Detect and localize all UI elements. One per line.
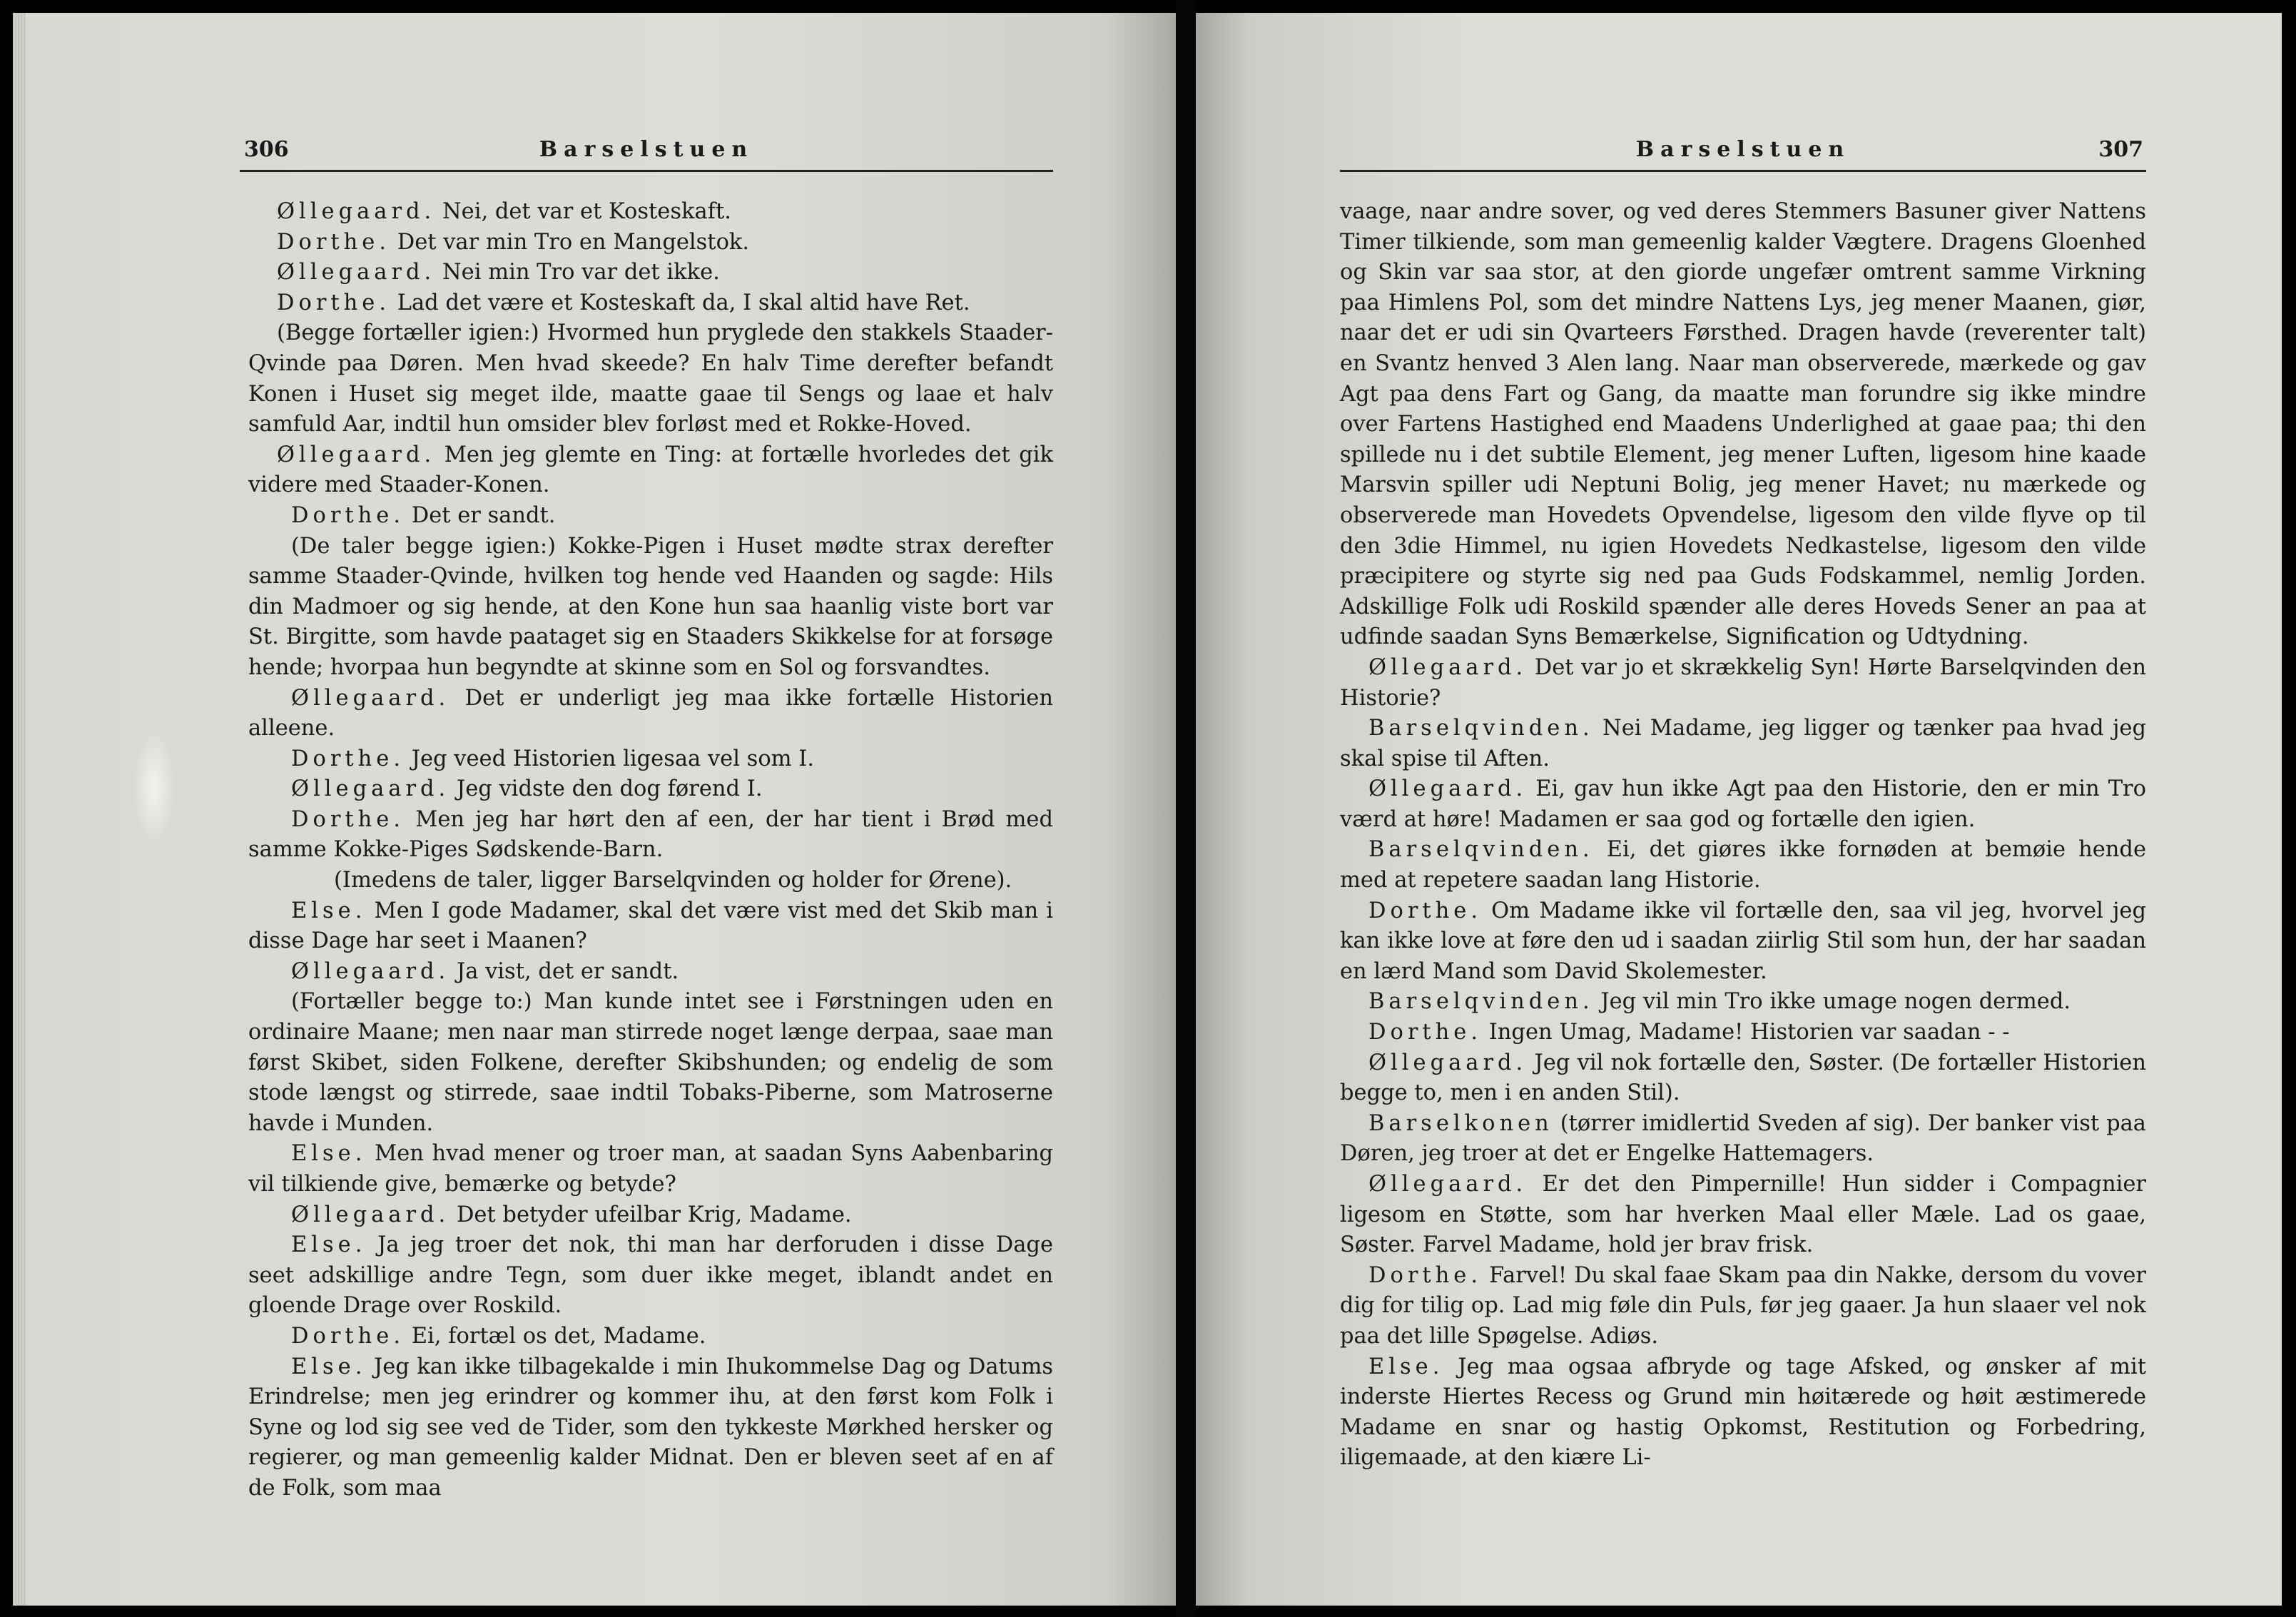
speaker-name: Øllegaard.	[291, 776, 450, 802]
speaker-name: Øllegaard.	[291, 685, 450, 711]
paragraph-text: Det er sandt.	[405, 502, 556, 528]
paragraph-text: Jeg veed Historien ligesaa vel som I.	[405, 746, 815, 771]
right-page-text	[1340, 197, 2146, 1474]
paragraph-text: Nei, det var et Kosteskaft.	[435, 199, 731, 224]
paragraph	[248, 318, 1053, 440]
paragraph-text: Er det den Pimpernille! Hun sidder i Compagnier ligesom en Støtte, som har hverken Maal eller Mæle. Lad os gaae, Søster. Farvel Madame, hold jer brav frisk.	[1340, 1172, 2146, 1258]
paragraph-text: Jeg vil nok fortælle den, Søster. (De fortæller Historien begge to, men i en anden Stil).	[1340, 1050, 2146, 1106]
paragraph-text: vaage, naar andre sover, og ved deres Stemmers Basuner giver Nattens Timer tilkiende, som man gemeenlig kalder Vægtere. Dragens Gloenhed og Skin var saa stor, at den giorde ungefær omtrent samme Virkning paa Himlens Pol, som det mindre Nattens Lys, jeg mener Maanen, giør, naar det er udi sin Qvarteers Førsthed. Dragen havde (reverenter talt) en Svantz henved 3 Alen lang. Naar man observerede, mærkede og gav Agt paa dens Fart og Gang, da maatte man forundre sig ikke mindre over Fartens Hastighed end Maadens Underlighed at gaae paa; thi den spillede nu i det subtile Element, jeg mener Luften, ligesom hine kaade Marsvin spiller udi Neptuni Bolig, jeg mener Havet; nu mærkede og observerede man Hovedets Opvendelse, ligesom den vilde flyve op til den 3die Himmel, nu igien Hovedets Nedkastelse, ligesom den vilde præcipitere og styrte sig ned paa Guds Fodskammel, nemlig Jorden. Adskillige Folk udi Roskild spænder alle deres Hoveds Sener an paa at udfinde saadan Syns Bemærkelse, Signification og Udtydning.	[1340, 199, 2146, 650]
paragraph	[248, 1352, 1053, 1504]
page-number: 307	[2098, 137, 2143, 162]
speaker-name: Dorthe.	[291, 502, 405, 528]
speaker-name: Øllegaard.	[277, 199, 436, 224]
paragraph	[248, 987, 1053, 1139]
paragraph	[1340, 1048, 2146, 1109]
page-edge-stack	[13, 13, 26, 1606]
speaker-name: Barselqvinden.	[1368, 716, 1594, 741]
speaker-name: Else.	[291, 1141, 367, 1167]
paragraph-text: Farvel! Du skal faae Skam paa din Nakke, dersom du vover dig for tilig op. Lad mig føle din Puls, før jeg gaaer. Ja hun slaaer vel nok paa det lille Spøgelse. Adiøs.	[1340, 1262, 2146, 1349]
speaker-name: Øllegaard.	[291, 958, 450, 984]
left-page	[13, 13, 1176, 1606]
speaker-name: Øllegaard.	[1368, 776, 1528, 802]
paragraph	[248, 532, 1053, 684]
paragraph-text: Men hvad mener og troer man, at saadan Syns Aabenbaring vil tilkiende give, bemærke og betyde?	[248, 1141, 1053, 1197]
paragraph	[248, 957, 1053, 988]
speaker-name: Barselqvinden.	[1368, 837, 1594, 863]
paragraph	[1340, 1109, 2146, 1170]
speaker-name: Dorthe.	[277, 229, 391, 255]
right-page	[1196, 13, 2282, 1606]
paragraph	[248, 228, 1053, 258]
paragraph	[248, 288, 1053, 319]
paragraph	[248, 774, 1053, 805]
paragraph	[248, 258, 1053, 288]
paragraph-text: Ingen Umag, Madame! Historien var saadan - -	[1482, 1020, 2010, 1045]
paragraph	[1340, 1018, 2146, 1048]
paragraph	[248, 1139, 1053, 1200]
speaker-name: Dorthe.	[1368, 1020, 1483, 1045]
left-page-text	[248, 197, 1053, 1504]
paragraph	[248, 744, 1053, 775]
speaker-name: Øllegaard.	[1368, 654, 1528, 680]
paragraph-text: Lad det være et Kosteskaft da, I skal altid have Ret.	[390, 290, 970, 315]
paragraph	[248, 197, 1053, 228]
speaker-name: Barselqvinden.	[1368, 989, 1594, 1015]
paragraph-text: Om Madame ikke vil fortælle den, saa vil jeg, hvorvel jeg kan ikke love at føre den ud i saadan ziirlig Stil som hun, der har saadan en lærd Mand som David Skolemester.	[1340, 898, 2146, 984]
paragraph	[248, 684, 1053, 744]
page-number: 306	[244, 137, 289, 162]
paragraph-text: Jeg kan ikke tilbagekalde i min Ihukommelse Dag og Datums Erindrelse; men jeg erindrer og kommer ihu, at den først kom Folk i Syne og lod sig see ved de Tider, som den tykkeste Mørkhed hersker og regierer, og man gemeenlig kalder Midnat. Den er bleven seet af en af de Folk, som maa	[248, 1354, 1053, 1501]
paragraph-text: Det betyder ufeilbar Krig, Madame.	[449, 1202, 852, 1227]
speaker-name: Dorthe.	[291, 806, 405, 832]
speaker-name: Dorthe.	[277, 290, 391, 315]
speaker-name: Dorthe.	[291, 746, 405, 771]
paragraph-text: Men jeg har hørt den af een, der har tient i Brød med samme Kokke-Piges Sødskende-Barn.	[248, 806, 1053, 863]
paragraph-text: Men jeg glemte en Ting: at fortælle hvorledes det gik videre med Staader-Konen.	[248, 442, 1053, 498]
paragraph-text: Det er underligt jeg maa ikke fortælle Historien alleene.	[248, 685, 1053, 741]
paragraph	[1340, 1352, 2146, 1474]
paragraph	[1340, 835, 2146, 896]
paragraph	[1340, 714, 2146, 774]
paragraph	[248, 1200, 1053, 1231]
paper-blemish	[133, 726, 176, 848]
paragraph	[248, 866, 1053, 896]
paragraph	[248, 1322, 1053, 1352]
speaker-name: Dorthe.	[291, 1323, 405, 1349]
paragraph	[1340, 1170, 2146, 1261]
speaker-name: Barselkonen	[1368, 1110, 1553, 1136]
paragraph-text: Det var min Tro en Mangelstok.	[390, 229, 750, 255]
right-page-header	[1340, 133, 2146, 172]
paragraph-text: Ja vist, det er sandt.	[449, 958, 679, 984]
speaker-name: Else.	[291, 1354, 367, 1379]
paragraph-text: Jeg vil min Tro ikke umage nogen dermed.	[1593, 989, 2071, 1015]
paragraph-text: (Begge fortæller igien:) Hvormed hun pryglede den stakkels Staader-Qvinde paa Døren. Men hvad skeede? En halv Time derefter befandt Konen i Huset sig meget ilde, maatte gaae til Sengs og laae et halv samfuld Aar, indtil hun omsider blev forløst med et Rokke-Hoved.	[248, 320, 1053, 437]
paragraph-text: Ei, det giøres ikke fornøden at bemøie hende med at repetere saadan lang Historie.	[1340, 837, 2146, 893]
paragraph-text: Ei, fortæl os det, Madame.	[405, 1323, 706, 1349]
speaker-name: Dorthe.	[1368, 898, 1483, 923]
speaker-name: Øllegaard.	[277, 260, 436, 285]
speaker-name: Else.	[291, 1232, 367, 1258]
paragraph	[1340, 896, 2146, 988]
paragraph	[248, 896, 1053, 957]
paragraph-text: Men I gode Madamer, skal det være vist med det Skib man i disse Dage har seet i Maanen?	[248, 898, 1053, 954]
paragraph-text: Jeg vidste den dog førend I.	[449, 776, 763, 802]
paragraph-text: (Fortæller begge to:) Man kunde intet see i Førstningen uden en ordinaire Maane; men naar man stirrede noget længe derpaa, saae man først Skibet, siden Folkene, derefter Skibshunden; og endelig de som stode længst og stirrede, saae indtil Tobaks-Piberne, som Matroserne havde i Munden.	[248, 989, 1053, 1136]
running-title: Barselstuen	[539, 137, 754, 162]
paragraph-text: Ja jeg troer det nok, thi man har derforuden i disse Dage seet adskillige andre Tegn, som duer ikke meget, iblandt andet en gloende Drage over Roskild.	[248, 1232, 1053, 1319]
running-title: Barselstuen	[1635, 137, 1851, 162]
speaker-name: Øllegaard.	[1368, 1050, 1528, 1075]
speaker-name: Øllegaard.	[1368, 1172, 1528, 1197]
paragraph-text: (De taler begge igien:) Kokke-Pigen i Huset mødte strax derefter samme Staader-Qvinde, hvilken tog hende ved Haanden og sagde: Hils din Madmoer og sig hende, at den Kone hun saa haanlig viste bort var St. Birgitte, som havde paataget sig en Staaders Skikkelse for at forsøge hende; hvorpaa hun begyndte at skinne som en Sol og forsvandtes.	[248, 533, 1053, 680]
paragraph	[248, 1230, 1053, 1322]
paragraph	[1340, 1261, 2146, 1352]
speaker-name: Dorthe.	[1368, 1262, 1483, 1288]
paragraph	[248, 501, 1053, 532]
paragraph-text: Jeg maa ogsaa afbryde og tage Afsked, og ønsker af mit inderste Hiertes Recess og Grund min høitærede og høit æstimerede Madame en snar og hastig Opkomst, Restitution og Forbedring, iligemaade, at den kiære Li-	[1340, 1354, 2146, 1471]
paragraph-text: Nei min Tro var det ikke.	[435, 260, 720, 285]
paragraph-text: Ei, gav hun ikke Agt paa den Historie, den er min Tro værd at høre! Madamen er saa god og fortælle den igien.	[1340, 776, 2146, 832]
paragraph	[248, 805, 1053, 866]
paragraph-text: Det var jo et skrækkelig Syn! Hørte Barselqvinden den Historie?	[1340, 654, 2146, 711]
paragraph-text: (Imedens de taler, ligger Barselqvinden og holder for Ørene).	[334, 868, 1012, 893]
book-gutter	[1176, 0, 1196, 1617]
speaker-name: Else.	[291, 898, 367, 923]
speaker-name: Øllegaard.	[277, 442, 436, 467]
left-page-header	[240, 133, 1053, 172]
speaker-name: Øllegaard.	[291, 1202, 450, 1227]
speaker-name: Else.	[1368, 1354, 1444, 1379]
paragraph	[1340, 987, 2146, 1018]
paragraph	[1340, 653, 2146, 714]
paragraph-text: (tørrer imidlertid Sveden af sig). Der banker vist paa Døren, jeg troer at det er Engelke Hattemagers.	[1340, 1110, 2146, 1167]
paragraph	[1340, 197, 2146, 653]
paragraph-text: Nei Madame, jeg ligger og tænker paa hvad jeg skal spise til Aften.	[1340, 716, 2146, 771]
paragraph	[248, 440, 1053, 501]
paragraph	[1340, 774, 2146, 835]
